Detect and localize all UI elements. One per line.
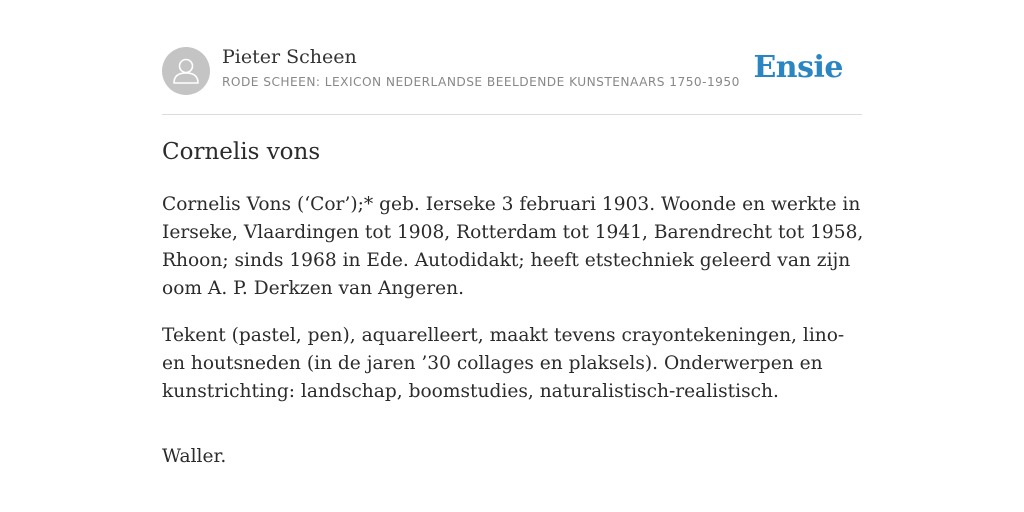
user-avatar-icon	[162, 47, 210, 95]
entry-header	[162, 44, 862, 115]
avatar[interactable]	[162, 47, 210, 95]
article-body	[162, 191, 864, 490]
source-label[interactable]: RODE SCHEEN: LEXICON NEDERLANDSE BEELDENDE KUNSTENAARS 1750-1950	[222, 75, 740, 89]
page-title: Cornelis vons	[162, 139, 321, 165]
article-paragraph: Cornelis Vons (‘Cor’);* geb. Ierseke 3 februari 1903. Woonde en werkte in Ierseke, Vlaardingen tot 1908, Rotterdam tot 1941, Barendrecht tot 1958, Rhoon; sinds 1968 in Ede. Autodidakt; heeft etstechniek geleerd van zijn oom A. P. Derkzen van Angeren.	[162, 194, 864, 299]
article-paragraph: Tekent (pastel, pen), aquarelleert, maakt tevens crayontekeningen, lino- en houtsneden (in de jaren ’30 collages en plaksels). Onderwerpen en kunstrichting: landschap, boomstudies, naturalistisch-realistisch.	[162, 325, 845, 402]
article-signature: Waller.	[162, 446, 227, 467]
author-name[interactable]: Pieter Scheen	[222, 46, 357, 68]
ensie-logo[interactable]: Ensie	[753, 50, 843, 85]
entry-card	[162, 44, 864, 467]
